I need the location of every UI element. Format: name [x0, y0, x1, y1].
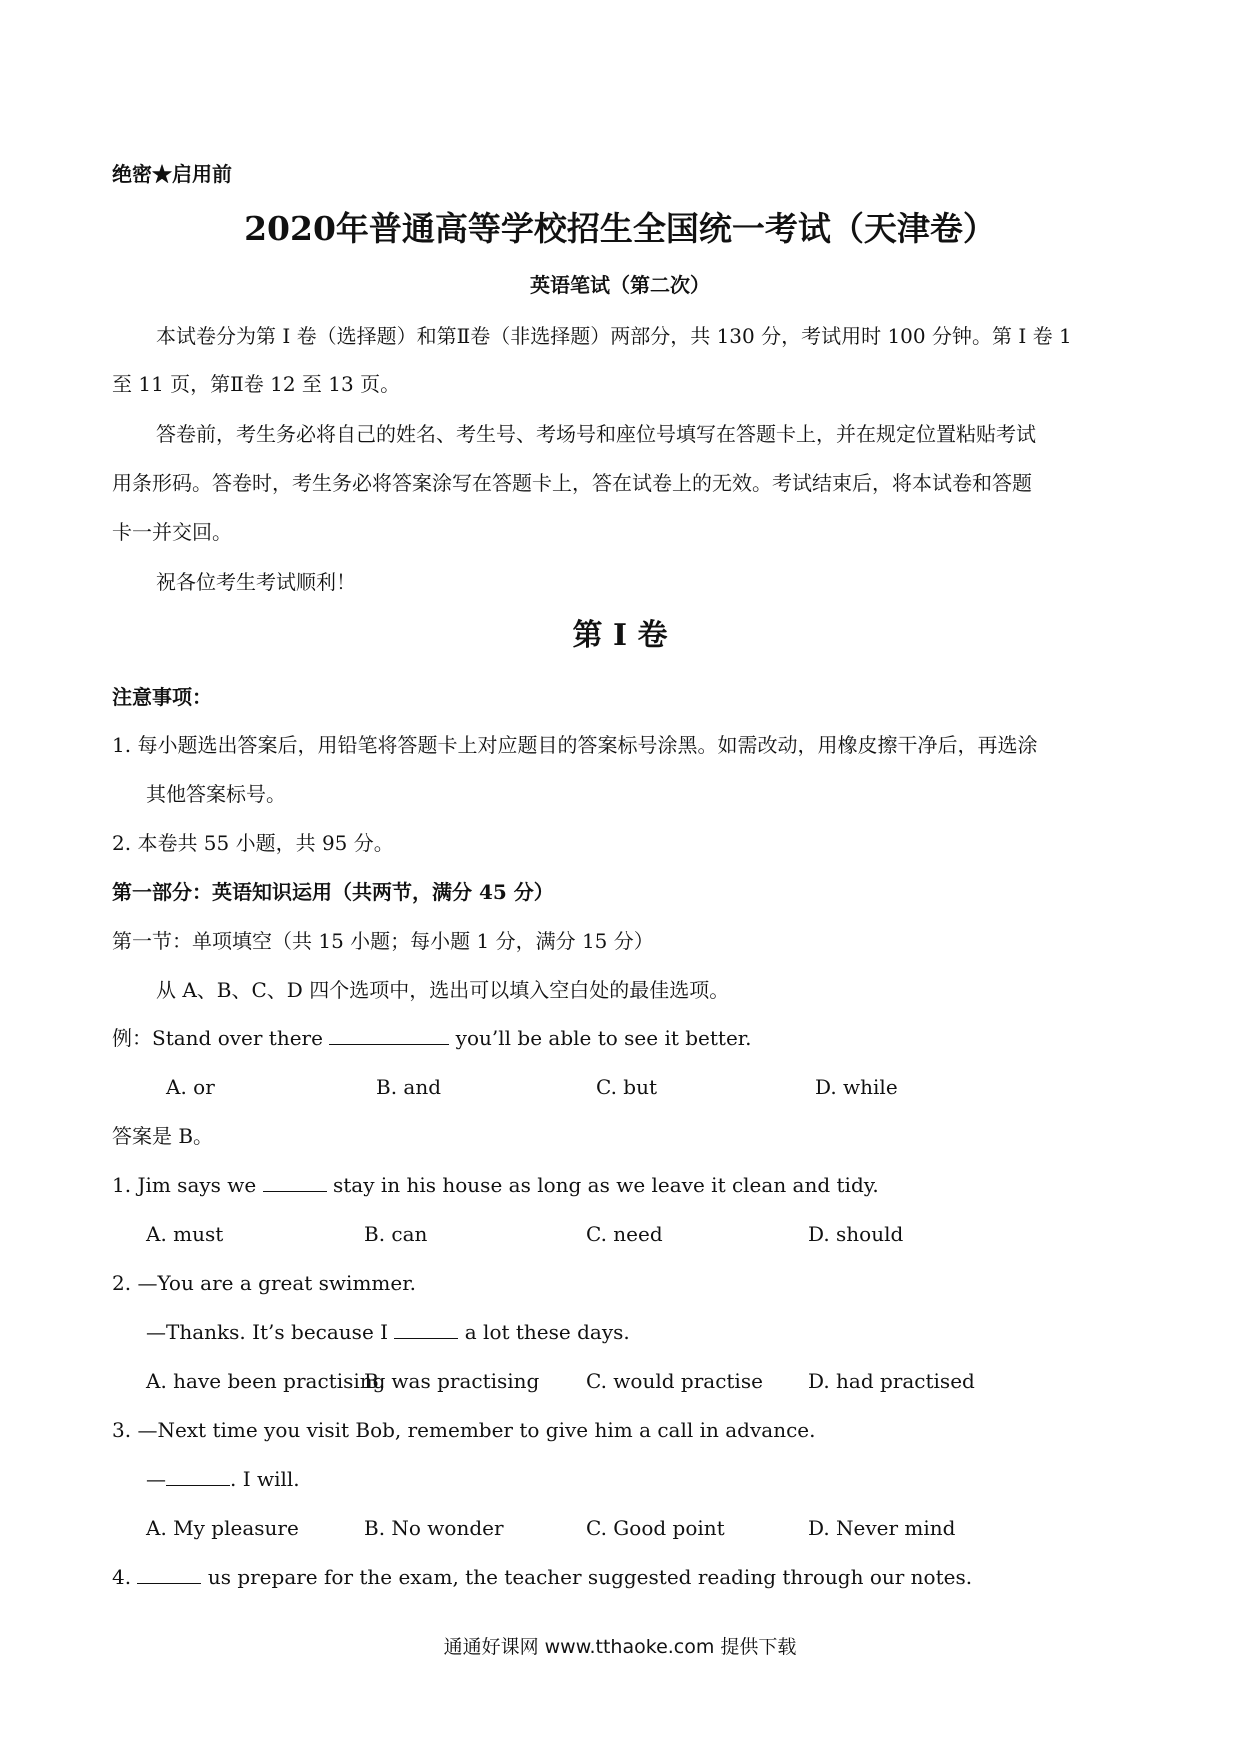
- question-3-line-2: [146, 1465, 300, 1493]
- confidential-label: 绝密★启用前: [112, 162, 232, 186]
- example-answer: 答案是 B。: [112, 1124, 214, 1148]
- question-4-prefix: 4.: [112, 1565, 132, 1589]
- footer-source: 通通好课网 www.tthaoke.com 提供下载: [443, 1636, 797, 1658]
- question-4-blank: [137, 1565, 201, 1584]
- question-4: [112, 1563, 972, 1591]
- question-2-option-d: D. had practised: [808, 1369, 975, 1393]
- notes-label: 注意事项：: [112, 685, 212, 709]
- question-1-prefix: 1. Jim says we: [112, 1173, 257, 1197]
- question-2-line-2: [146, 1318, 630, 1346]
- question-3-suffix: . I will.: [230, 1467, 300, 1491]
- intro-paragraph-2-line-3: 卡一并交回。: [112, 520, 232, 544]
- good-luck-line: 祝各位考生考试顺利！: [156, 570, 356, 594]
- question-1-option-a: A. must: [146, 1222, 224, 1246]
- section-title: 第一部分：英语知识运用（共两节，满分 45 分）: [112, 880, 554, 904]
- question-3-line-1: 3. —Next time you visit Bob, remember to give him a call in advance.: [112, 1418, 816, 1442]
- example-question: [112, 1024, 752, 1052]
- subsection-title: 第一节：单项填空（共 15 小题；每小题 1 分，满分 15 分）: [112, 929, 654, 953]
- question-1-option-b: B. can: [364, 1222, 428, 1246]
- note-1-line-1: 1. 每小题选出答案后，用铅笔将答题卡上对应题目的答案标号涂黑。如需改动，用橡皮擦干净后，再选涂: [112, 733, 1038, 757]
- question-2-option-a: A. have been practising: [146, 1369, 386, 1393]
- question-1-option-d: D. should: [808, 1222, 904, 1246]
- exam-title: 2020年普通高等学校招生全国统一考试（天津卷）: [244, 209, 996, 248]
- example-prefix: 例：Stand over there: [112, 1026, 323, 1050]
- question-1-suffix: stay in his house as long as we leave it clean and tidy.: [332, 1173, 879, 1197]
- question-2-prefix: —Thanks. It’s because I: [146, 1320, 389, 1344]
- exam-subtitle: 英语笔试（第二次）: [530, 273, 710, 297]
- question-2-suffix: a lot these days.: [464, 1320, 630, 1344]
- intro-paragraph-2-line-1: 答卷前，考生务必将自己的姓名、考生号、考场号和座位号填写在答题卡上，并在规定位置粘贴考试: [156, 422, 1036, 446]
- note-1-line-2: 其他答案标号。: [146, 782, 286, 806]
- question-1-option-c: C. need: [586, 1222, 663, 1246]
- question-1-blank: [263, 1173, 327, 1192]
- instruction-line: 从 A、B、C、D 四个选项中，选出可以填入空白处的最佳选项。: [156, 978, 730, 1002]
- example-option-a: A. or: [166, 1075, 215, 1099]
- example-blank: [329, 1026, 449, 1045]
- example-option-c: C. but: [596, 1075, 658, 1099]
- example-option-b: B. and: [376, 1075, 442, 1099]
- question-3-option-a: A. My pleasure: [146, 1516, 299, 1540]
- example-option-d: D. while: [815, 1075, 898, 1099]
- question-2-option-b: B. was practising: [364, 1369, 540, 1393]
- question-3-option-c: C. Good point: [586, 1516, 725, 1540]
- intro-paragraph-2-line-2: 用条形码。答卷时，考生务必将答案涂写在答题卡上，答在试卷上的无效。考试结束后，将本试卷和答题: [112, 471, 1032, 495]
- question-4-suffix: us prepare for the exam, the teacher suggested reading through our notes.: [207, 1565, 973, 1589]
- question-3-prefix: —: [146, 1467, 166, 1491]
- question-2-blank: [394, 1320, 458, 1339]
- question-2-option-c: C. would practise: [586, 1369, 763, 1393]
- intro-paragraph-1-line-1: 本试卷分为第 I 卷（选择题）和第Ⅱ卷（非选择题）两部分，共 130 分，考试用时 100 分钟。第 I 卷 1: [156, 324, 1072, 348]
- example-suffix: you’ll be able to see it better.: [455, 1026, 752, 1050]
- intro-paragraph-1-line-2: 至 11 页，第Ⅱ卷 12 至 13 页。: [112, 372, 401, 396]
- question-3-option-d: D. Never mind: [808, 1516, 956, 1540]
- question-3-option-b: B. No wonder: [364, 1516, 504, 1540]
- question-2-line-1: 2. —You are a great swimmer.: [112, 1271, 416, 1295]
- question-1: [112, 1171, 879, 1199]
- part-one-heading: 第 I 卷: [572, 618, 668, 653]
- question-3-blank: [166, 1467, 230, 1486]
- note-2: 2. 本卷共 55 小题，共 95 分。: [112, 831, 394, 855]
